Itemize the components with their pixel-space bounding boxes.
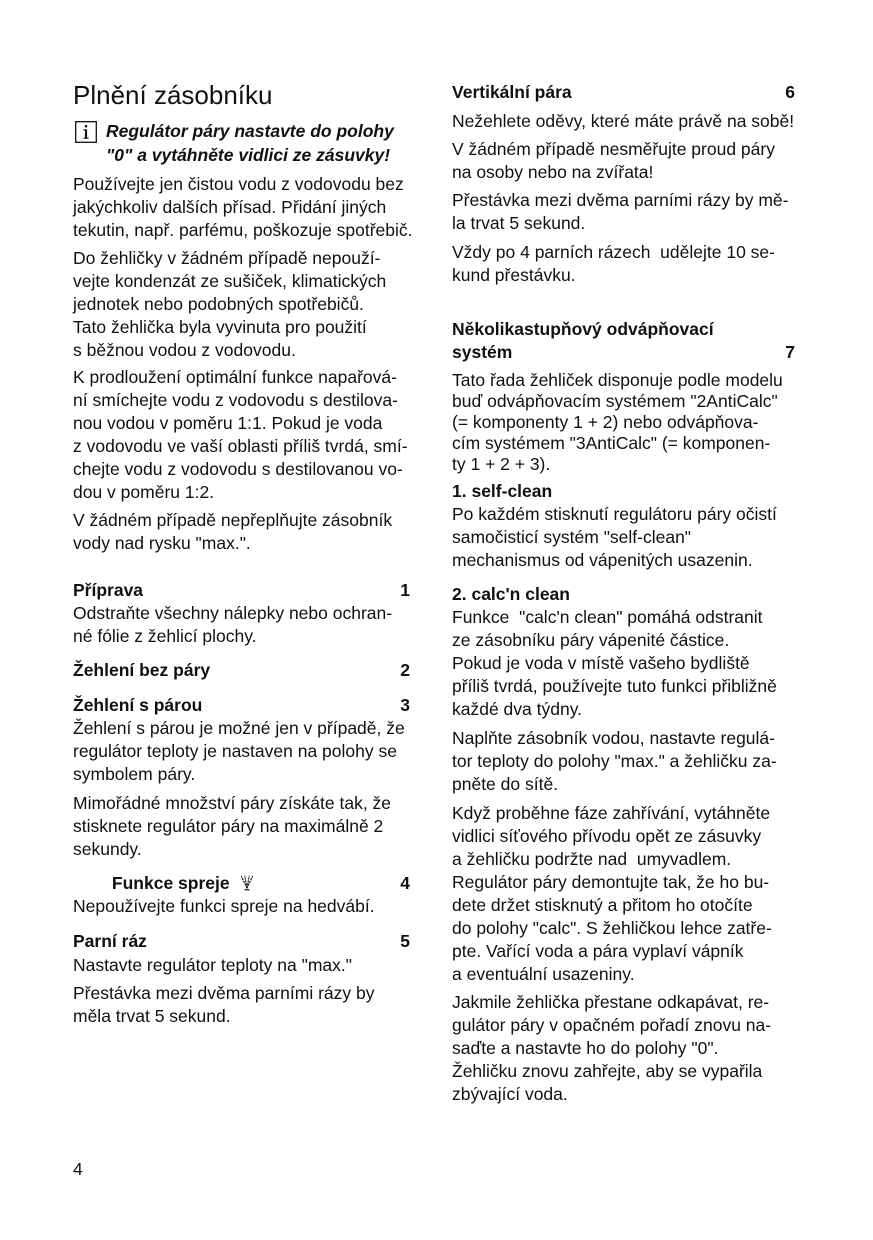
subsection-heading-self-clean: 1. self-clean xyxy=(452,481,553,501)
text-line: tekutin, např. parfému, poškozuje spotřebič. xyxy=(73,220,413,240)
text-line: na osoby nebo na zvířata! xyxy=(452,162,654,182)
subsection-heading-calcn-clean: 2. calc'n clean xyxy=(452,584,570,604)
text-line: každé dva týdny. xyxy=(452,699,583,719)
section-title: Parní ráz xyxy=(73,931,147,951)
text-line: vejte kondenzát ze sušiček, klimatických xyxy=(73,271,387,291)
section-title-line: systém xyxy=(452,342,513,362)
paragraph xyxy=(452,370,795,475)
text-line: s běžnou vodou z vodovodu. xyxy=(73,340,296,360)
note-text xyxy=(106,119,410,167)
text-line: Vždy po 4 parních rázech udělejte 10 se- xyxy=(452,242,775,262)
paragraph xyxy=(73,954,410,977)
text-line: gulátor páry v opačném pořadí znovu na- xyxy=(452,1015,772,1035)
text-line: Nežehlete oděvy, které máte právě na sobě! xyxy=(452,111,795,131)
text-line: Regulátor páry demontujte tak, že ho bu- xyxy=(452,872,770,892)
section-title: Funkce spreje xyxy=(111,873,230,893)
text-line: V žádném případě nepřeplňujte zásobník xyxy=(73,510,393,530)
section-number: 7 xyxy=(785,342,795,362)
text-line: pte. Vařící voda a pára vyplaví vápník xyxy=(452,941,744,961)
paragraph xyxy=(73,717,410,786)
paragraph xyxy=(452,241,795,287)
text-line: kund přestávku. xyxy=(452,265,576,285)
text-line: Odstraňte všechny nálepky nebo ochran- xyxy=(73,603,393,623)
text-line: jednotek nebo podobných spotřebičů. xyxy=(73,294,364,314)
note-line: "0" a vytáhněte vidlici ze zásuvky! xyxy=(106,145,391,165)
text-line: do polohy "calc". S žehličkou lehce zatře- xyxy=(452,918,772,938)
text-line: Když proběhne fáze zahřívání, vytáhněte xyxy=(452,803,771,823)
info-icon xyxy=(75,121,97,143)
paragraph xyxy=(452,802,795,986)
section-number: 6 xyxy=(785,82,795,102)
section-title: Žehlení bez páry xyxy=(73,660,211,680)
section-title: Žehlení s párou xyxy=(73,695,203,715)
text-line: buď odvápňovacím systémem "2AntiCalc" xyxy=(452,391,778,411)
section-heading-funkce-spreje xyxy=(73,872,410,895)
paragraph xyxy=(73,509,410,555)
text-line: dete držet stisknutý a přitom ho otočíte xyxy=(452,895,753,915)
paragraph xyxy=(73,173,413,242)
text-line: Žehlení s párou je možné jen v případě, že xyxy=(73,718,405,738)
info-note xyxy=(73,119,410,167)
paragraph xyxy=(73,982,410,1028)
text-line: saďte a nastavte ho do polohy "0". xyxy=(452,1038,719,1058)
text-line: Nastavte regulátor teploty na "max." xyxy=(73,955,352,975)
text-line: Přestávka mezi dvěma parními rázy by xyxy=(73,983,375,1003)
page-title: Plnění zásobníku xyxy=(73,80,273,110)
text-line: vidlici síťového přívodu opět ze zásuvky xyxy=(452,826,762,846)
page-number: 4 xyxy=(73,1159,83,1179)
paragraph xyxy=(452,110,795,133)
text-line: Naplňte zásobník vodou, nastavte regulá- xyxy=(452,728,775,748)
text-line: ty 1 + 2 + 3). xyxy=(452,454,551,474)
text-line: Nepoužívejte funkci spreje na hedvábí. xyxy=(73,896,375,916)
text-line: regulátor teploty je nastaven na polohy se xyxy=(73,741,397,761)
section-number: 5 xyxy=(400,931,410,951)
paragraph xyxy=(452,606,795,721)
note-line: Regulátor páry nastavte do polohy xyxy=(106,121,394,141)
text-line: K prodloužení optimální funkce napařová- xyxy=(73,367,397,387)
text-line: a žehličku podržte nad umyvadlem. xyxy=(452,849,732,869)
paragraph xyxy=(452,503,795,572)
section-heading-parni-raz xyxy=(73,930,410,953)
text-line: Po každém stisknutí regulátoru páry očistí xyxy=(452,504,777,524)
paragraph xyxy=(452,991,795,1106)
text-line: jakýchkoliv dalších přísad. Přidání jiných xyxy=(73,197,387,217)
text-line: Tato řada žehliček disponuje podle modelu xyxy=(452,370,783,390)
paragraph xyxy=(73,247,410,362)
section-heading-zehleni-bez-pary xyxy=(73,659,410,682)
text-line: příliš tvrdá, používejte tuto funkci přibližně xyxy=(452,676,777,696)
text-line: dou v poměru 1:2. xyxy=(73,482,215,502)
section-number: 3 xyxy=(400,695,410,715)
section-number: 1 xyxy=(400,580,410,600)
section-heading-priprava xyxy=(73,579,410,602)
section-title-line: Několikastupňový odvápňovací xyxy=(452,319,714,339)
text-line: ze zásobníku páry vápenité částice. xyxy=(452,630,730,650)
text-line: Mimořádné množství páry získáte tak, že xyxy=(73,793,392,813)
text-line: Funkce "calc'n clean" pomáhá odstranit xyxy=(452,607,763,627)
text-line: Žehličku znovu zahřejte, aby se vypařila xyxy=(452,1061,763,1081)
text-line: sekundy. xyxy=(73,839,142,859)
text-line: V žádném případě nesměřujte proud páry xyxy=(452,139,775,159)
paragraph xyxy=(452,138,795,184)
paragraph xyxy=(73,602,410,648)
text-line: samočisticí systém "self-clean" xyxy=(452,527,692,547)
section-heading-zehleni-s-parou xyxy=(73,694,410,717)
text-line: Používejte jen čistou vodu z vodovodu bez xyxy=(73,174,404,194)
text-line: a eventuální usazeniny. xyxy=(452,964,635,984)
section-title: Příprava xyxy=(73,580,144,600)
text-line: né fólie z žehlicí plochy. xyxy=(73,626,257,646)
text-line: měla trvat 5 sekund. xyxy=(73,1006,231,1026)
text-line: pněte do sítě. xyxy=(452,774,559,794)
text-line: nou vodou v poměru 1:1. Pokud je voda xyxy=(73,413,383,433)
text-line: ní smíchejte vodu z vodovodu s destilova- xyxy=(73,390,398,410)
paragraph xyxy=(452,189,795,235)
section-title-row xyxy=(452,341,795,364)
text-line: cím systémem "3AntiCalc" (= komponen- xyxy=(452,433,771,453)
text-line: la trvat 5 sekund. xyxy=(452,213,586,233)
text-line: z vodovodu ve vaší oblasti příliš tvrdá, smí- xyxy=(73,436,408,456)
text-line: Tato žehlička byla vyvinuta pro použití xyxy=(73,317,367,337)
text-line: Jakmile žehlička přestane odkapávat, re- xyxy=(452,992,770,1012)
section-number: 2 xyxy=(400,660,410,680)
paragraph xyxy=(73,895,410,918)
paragraph xyxy=(73,366,410,504)
text-line: stisknete regulátor páry na maximálně 2 xyxy=(73,816,384,836)
text-line: Do žehličky v žádném případě nepouží- xyxy=(73,248,381,268)
text-line: zbývající voda. xyxy=(452,1084,568,1104)
section-heading-odvapnovaci-system xyxy=(452,318,795,364)
text-line: tor teploty do polohy "max." a žehličku za- xyxy=(452,751,777,771)
section-number: 4 xyxy=(400,873,410,893)
section-heading-vertikalni-para xyxy=(452,81,795,104)
text-line: Pokud je voda v místě vašeho bydliště xyxy=(452,653,750,673)
text-line: mechanismus od vápenitých usazenin. xyxy=(452,550,753,570)
spray-icon xyxy=(240,875,254,891)
text-line: (= komponenty 1 + 2) nebo odvápňova- xyxy=(452,412,759,432)
text-line: Přestávka mezi dvěma parními rázy by mě- xyxy=(452,190,789,210)
text-line: chejte vodu z vodovodu s destilovanou vo- xyxy=(73,459,403,479)
text-line: symbolem páry. xyxy=(73,764,196,784)
section-title: Vertikální pára xyxy=(452,82,572,102)
paragraph xyxy=(452,727,795,796)
text-line: vody nad rysku "max.". xyxy=(73,533,251,553)
